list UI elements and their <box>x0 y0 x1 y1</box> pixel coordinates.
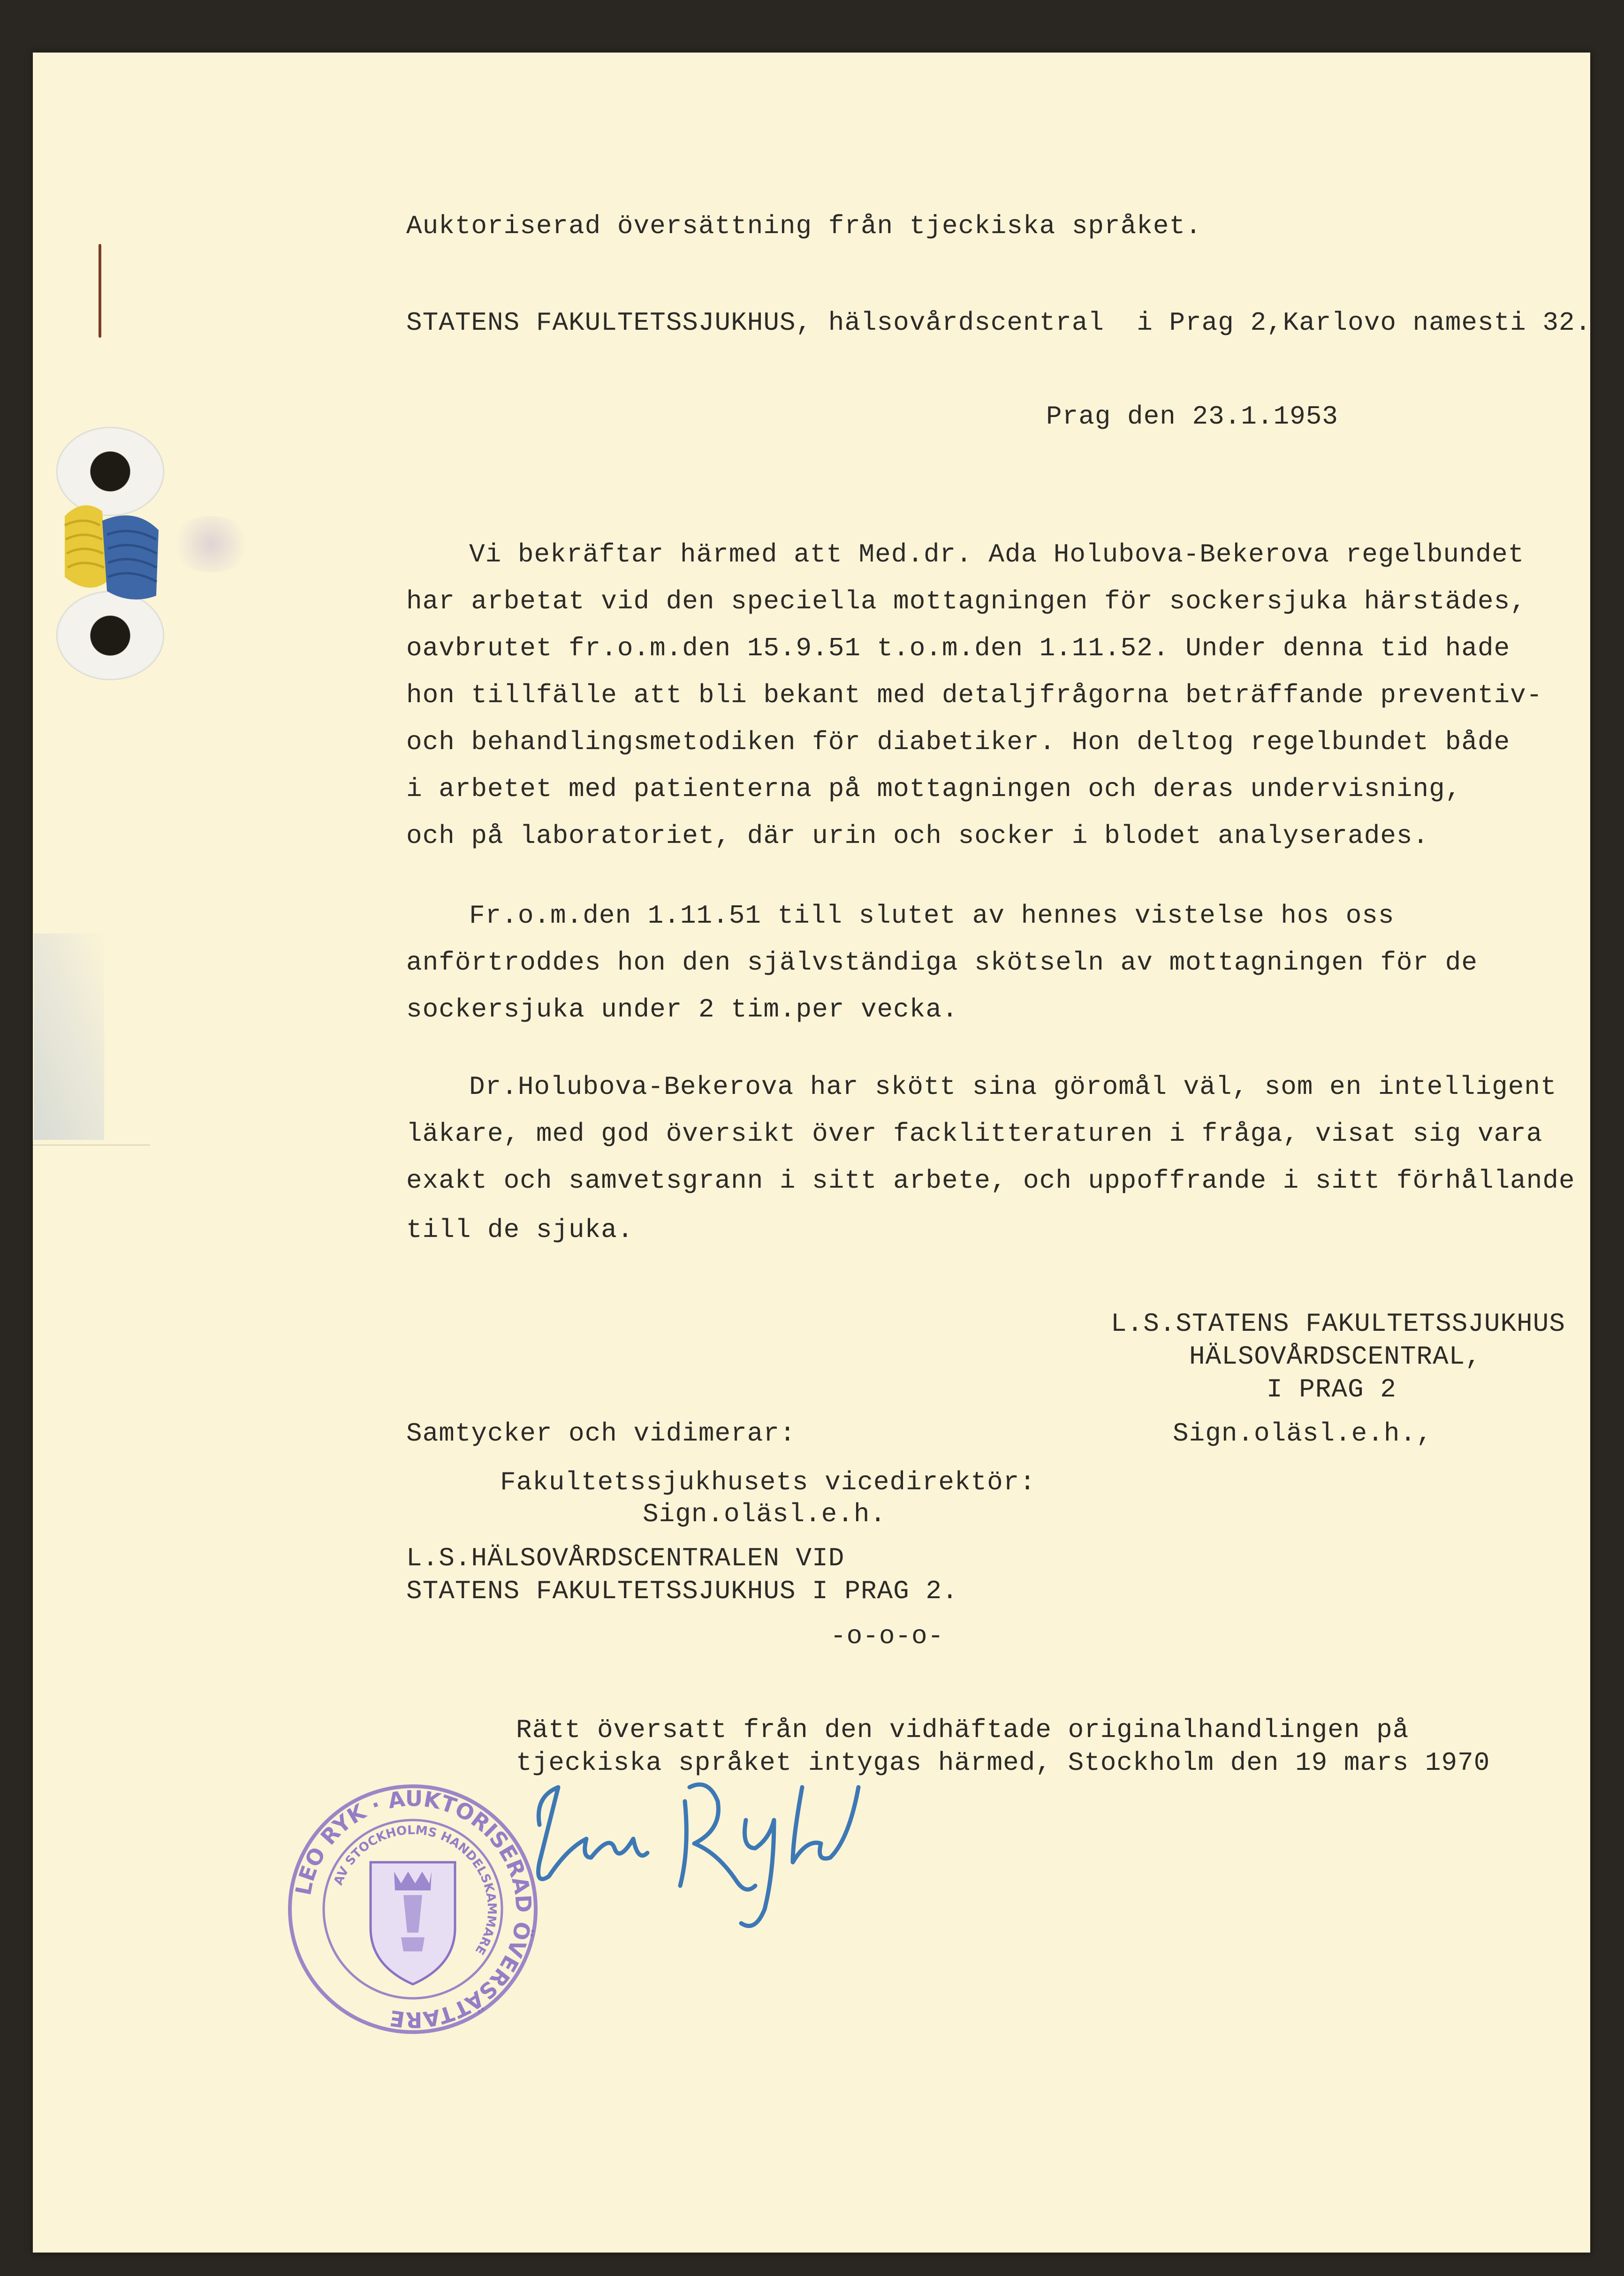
translator-stamp <box>281 1778 544 2041</box>
document-heading: Auktoriserad översättning från tjeckiska språket. <box>406 211 1202 241</box>
translator-signature <box>521 1768 896 1937</box>
stamp-inner-text: AV STOCKHOLMS HANDELSKAMMARE <box>331 1823 499 1957</box>
separator: -o-o-o- <box>830 1621 944 1651</box>
paragraph-line: hon tillfälle att bli bekant med detaljfrågorna beträffande preventiv- <box>406 680 1543 710</box>
paper-edge-shadow <box>34 933 104 1140</box>
certification-line: Rätt översatt från den vidhäftade originalhandlingen på <box>516 1715 1409 1745</box>
seal-block-line: L.S.STATENS FAKULTETSSJUKHUS <box>1111 1309 1565 1339</box>
paragraph-line: Fr.o.m.den 1.11.51 till slutet av hennes vistelse hos oss <box>469 901 1395 931</box>
staple-mark <box>99 244 101 338</box>
document-date: Prag den 23.1.1953 <box>1046 402 1338 432</box>
paragraph-line: och behandlingsmetodiken för diabetiker. Hon deltog regelbundet både <box>406 727 1510 757</box>
certification-line: tjeckiska språket intygas härmed, Stockholm den 19 mars 1970 <box>516 1748 1490 1778</box>
paragraph-line: och på laboratoriet, där urin och socker i blodet analyserades. <box>406 821 1429 851</box>
paragraph-line: anförtroddes hon den självständiga skötseln av mottagningen för de <box>406 948 1478 978</box>
ribbon-icon <box>55 488 168 610</box>
paragraph-line: har arbetat vid den speciella mottagningen för sockersjuka härstädes, <box>406 586 1526 616</box>
ink-smudge <box>169 516 253 572</box>
seal-block-line: HÄLSOVÅRDSCENTRAL, <box>1189 1342 1481 1372</box>
paragraph-line: exakt och samvetsgrann i sitt arbete, och uppoffrande i sitt förhållande <box>406 1166 1575 1196</box>
paragraph-line: Dr.Holubova-Bekerova har skött sina göromål väl, som en intelligent <box>469 1072 1557 1102</box>
ls-block-line: L.S.HÄLSOVÅRDSCENTRALEN VID <box>406 1543 845 1573</box>
institution-line: STATENS FAKULTETSSJUKHUS, hälsovårdscentral i Prag 2,Karlovo namesti 32. <box>406 308 1592 338</box>
paragraph-line: i arbetet med patienterna på mottagningen och deras undervisning, <box>406 774 1462 804</box>
paragraph-line: till de sjuka. <box>406 1215 634 1245</box>
signature-note-vice: Sign.oläsl.e.h. <box>643 1499 887 1529</box>
consent-line: Samtycker och vidimerar: <box>406 1419 796 1449</box>
fold-line <box>33 1145 150 1146</box>
ls-block-line: STATENS FAKULTETSSJUKHUS I PRAG 2. <box>406 1576 958 1606</box>
seal-block-line: I PRAG 2 <box>1267 1374 1396 1404</box>
paragraph-line: sockersjuka under 2 tim.per vecka. <box>406 994 958 1024</box>
paragraph-line: läkare, med god översikt över facklitteraturen i fråga, visat sig vara <box>406 1119 1543 1149</box>
paragraph-line: Vi bekräftar härmed att Med.dr. Ada Holubova-Bekerova regelbundet <box>469 539 1525 569</box>
paragraph-line: oavbrutet fr.o.m.den 15.9.51 t.o.m.den 1.11.52. Under denna tid hade <box>406 633 1510 663</box>
stamp-outer-text: LEO RYK · AUKTORISERAD ÖVERSÄTTARE <box>290 1785 537 2033</box>
signature-note-right: Sign.oläsl.e.h., <box>1173 1419 1433 1449</box>
vice-director-line: Fakultetssjukhusets vicedirektör: <box>500 1467 1036 1497</box>
